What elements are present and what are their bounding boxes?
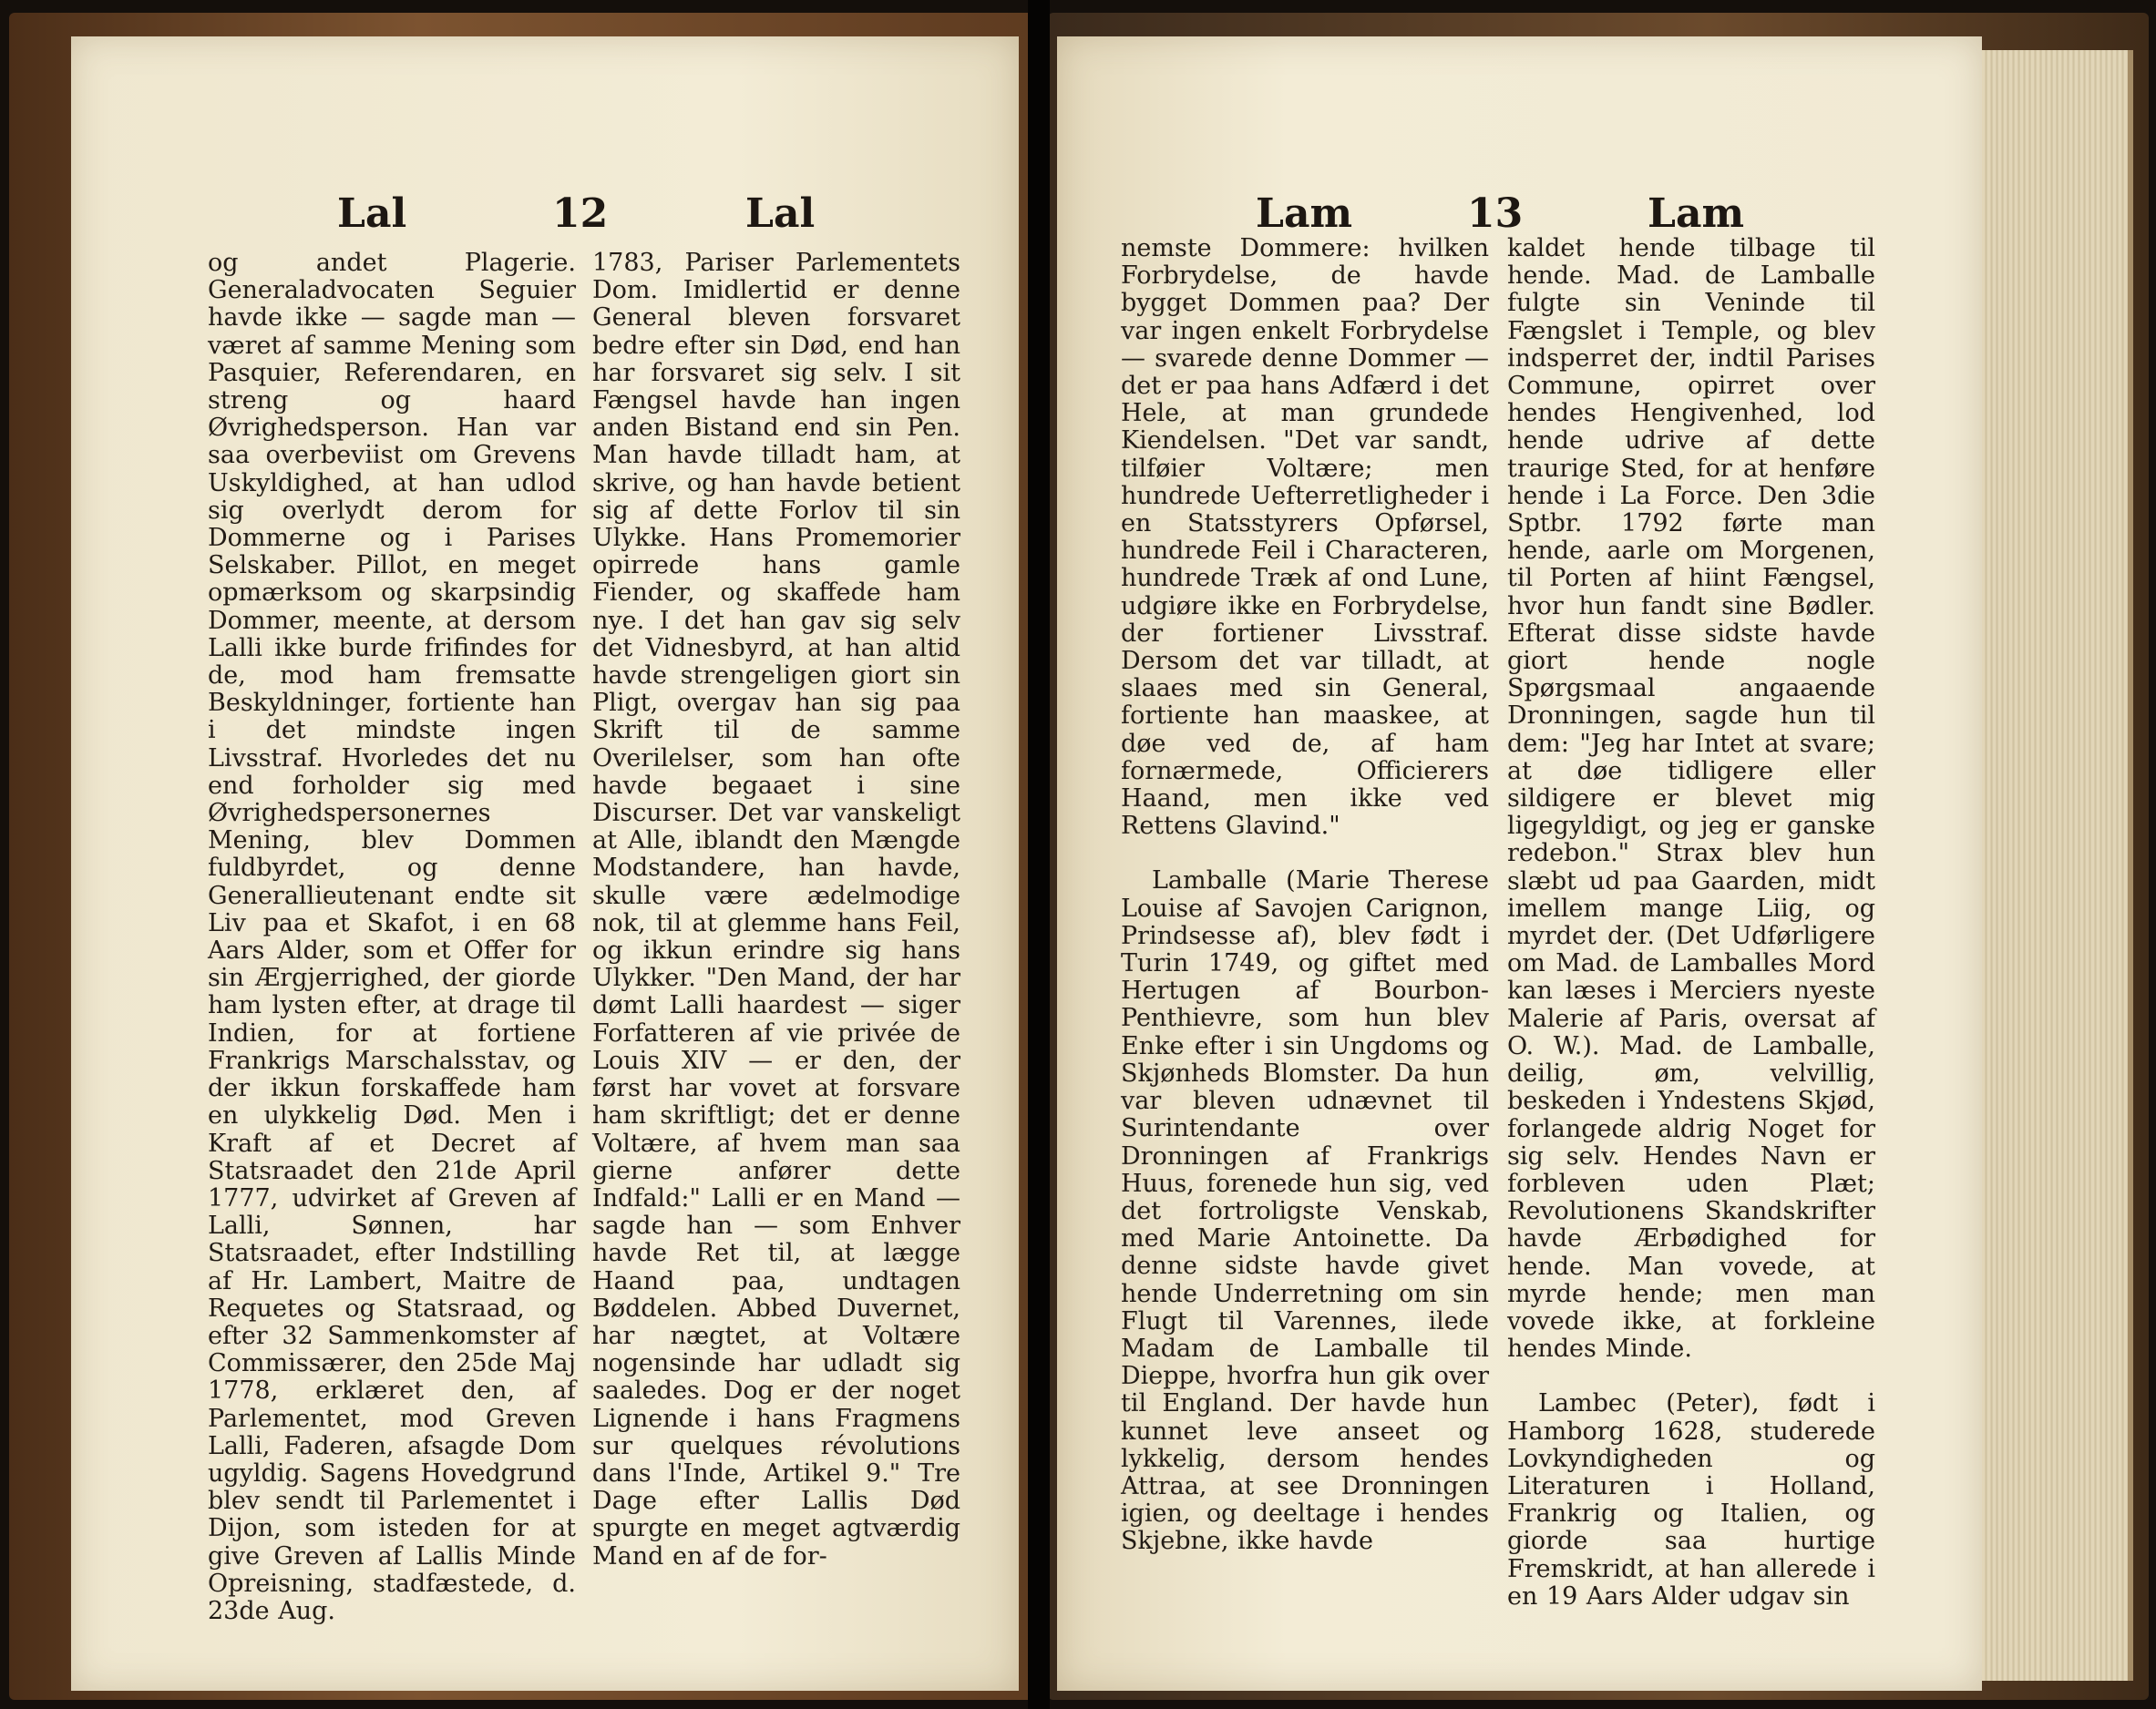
left-column-2-text: 1783, Pariser Parlementets Dom. Imidlertid er denne General bleven forsvaret bedre efter sin Død, end han har forsvaret sig selv. I sit Fængsel havde han ingen anden Bistand end sin Pen. Man havde tilladt ham, at skrive, og han havde betient sig af dette Forlov til sin Ulykke. Hans Promemorier opirrede hans gamle Fiender, og skaffede ham nye. I det han gav sig selv det Vidnesbyrd, at han altid havde strengeligen giort sin Pligt, overgav han sig paa Skrift til de samme Overilelser, som han ofte havde begaaet i sine Discurser. Det var vanskeligt at Alle, iblandt den Mængde Modstandere, han havde, skulle være ædelmodige nok, til at glemme hans Feil, og ikkun erindre sig hans Ulykker. "Den Mand, der har dømt Lalli haardest — siger Forfatteren af vie privée de Louis XIV — er den, der først har vovet at forsvare ham skriftligt; det er denne Voltære, af hvem man saa gierne anfører dette Indfald:" Lalli er en Mand — sagde han — som Enhver havde Ret til, at lægge Haand paa, undtagen Bøddelen. Abbed Duvernet, har nægtet, at Voltære nogensinde har udladt sig saaledes. Dog er der noget Lignende i hans Fragmens sur quelques révolutions dans l'Inde, Artikel 9." Tre Dage efter Lallis Død spurgte en meget agtværdig Mand en af de for-: [592, 249, 960, 1571]
right-column-2-entry-continuation: kaldet hende tilbage til hende. Mad. de Lamballe fulgte sin Veninde til Fængslet i Temple, og blev indsperret der, indtil Parises Commune, opirret over hendes Hengivenhed, lod hende udrive af dette traurige Sted, for at henføre hende i La Force. Den 3die Sptbr. 1792 førte man hende, aarle om Morgenen, til Porten af hiint Fængsel, hvor hun fandt sine Bødler. Efterat disse sidste havde giort hende nogle Spørgsmaal angaaende Dronningen, sagde hun til dem: "Jeg har Intet at svare; at døe tidligere eller sildigere er blevet mig ligegyldigt, og jeg er ganske redebon." Strax blev hun slæbt ud paa Gaarden, midt imellem mange Liig, og myrdet der. (Det Udførligere om Mad. de Lamballes Mord kan læses i Merciers nyeste Malerie af Paris, oversat af O. W.). Mad. de Lamballe, deilig, øm, velvillig, beskeden i Yndestens Skjød, forlangede aldrig Noget for sig selv. Hendes Navn er forbleven uden Plæt; Revolutionens Skandskrifter havde Ærbødighed for hende. Man vovede, at myrde hende; men man vovede ikke, at forkleine hendes Minde.: [1507, 234, 1875, 1364]
right-header-left-word: Lam: [1256, 190, 1353, 237]
right-page: [1057, 36, 1982, 1691]
left-header-right-word: Lal: [745, 190, 816, 237]
left-page-number: 12: [552, 190, 609, 237]
right-column-1-entry-continuation: nemste Dommere: hvilken Forbrydelse, de havde bygget Dommen paa? Der var ingen enkelt Forbrydelse — svarede denne Dommer — det er paa hans Adfærd i det Hele, at man grundede Kiendelsen. "Det var sandt, tilføier Voltære; men hundrede Uefterretligheder i en Statsstyrers Opførsel, hundrede Feil i Characteren, hundrede Træk af ond Lune, udgiøre ikke en Forbrydelse, der fortiener Livsstraf. Dersom det var tilladt, at slaaes med sin General, fortiente han maaskee, at døe ved de, af ham fornærmede, Officierers Haand, men ikke ved Rettens Glavind.": [1121, 234, 1489, 841]
right-column-2-entry-lambec: Lambec (Peter), født i Hamborg 1628, studerede Lovkyndigheden og Literaturen i Holland, Frankrig og Italien, og giorde saa hurtige Fremskridt, at han allerede i en 19 Aars Alder udgav sin: [1507, 1389, 1875, 1611]
left-page-column-1: [208, 250, 576, 1625]
right-page-column-2: [1507, 235, 1875, 1611]
right-page-number: 13: [1467, 190, 1524, 237]
page-edges: [1982, 50, 2133, 1681]
right-column-1-entry-lamballe: Lamballe (Marie Therese Louise af Savojen Carignon, Prindsesse af), blev født i Turin 1749, og giftet med Hertugen af Bourbon-Penthievre, som hun blev Enke efter i sin Ungdoms og Skjønheds Blomster. Da hun var bleven udnævnet til Surintendante over Dronningen af Frankrigs Huus, forenede hun sig, ved det fortroligste Venskab, med Marie Antoinette. Da denne sidste havde givet hende Underretning om sin Flugt til Varennes, ilede Madam de Lamballe til Dieppe, hvorfra hun gik over til England. Der havde hun kunnet leve anseet og lykkelig, dersom hendes Attraa, at see Dronningen igien, og deeltage i hendes Skjebne, ikke havde: [1121, 866, 1489, 1556]
left-page: [71, 36, 1019, 1691]
left-column-1-text: og andet Plagerie. Generaladvocaten Seguier havde ikke — sagde man — været af samme Mening som Pasquier, Referendaren, en streng og haard Øvrighedsperson. Han var saa overbeviist om Grevens Uskyldighed, at han udlod sig overlydt derom for Dommerne og i Parises Selskaber. Pillot, en meget opmærksom og skarpsindig Dommer, meente, at dersom Lalli ikke burde frifindes for de, mod ham fremsatte Beskyldninger, fortiente han i det mindste ingen Livsstraf. Hvorledes det nu end forholder sig med Øvrighedspersonernes Mening, blev Dommen fuldbyrdet, og denne Generallieutenant endte sit Liv paa et Skafot, i en 68 Aars Alder, som et Offer for sin Ærgjerrighed, der giorde ham lysten efter, at drage til Indien, for at fortiene Frankrigs Marschalsstav, og der ikkun forskaffede ham en ulykkelig Død. Men i Kraft af et Decret af Statsraadet den 21de April 1777, udvirket af Greven af Lalli, Sønnen, har Statsraadet, efter Indstilling af Hr. Lambert, Maitre de Requetes og Statsraad, og efter 32 Sammenkomster af Commissærer, den 25de Maj 1778, erklæret den, af Parlementet, mod Greven Lalli, Faderen, afsagde Dom ugyldig. Sagens Hovedgrund blev sendt til Parlementet i Dijon, som isteden for at give Greven af Lallis Minde Opreisning, stadfæstede, d. 23de Aug.: [208, 249, 576, 1625]
left-page-header: [71, 182, 1019, 246]
right-header-right-word: Lam: [1648, 190, 1745, 237]
right-page-column-1: [1121, 235, 1489, 1556]
left-page-column-2: [592, 250, 960, 1571]
scan-gutter: [1028, 0, 1050, 1709]
left-header-left-word: Lal: [337, 190, 407, 237]
